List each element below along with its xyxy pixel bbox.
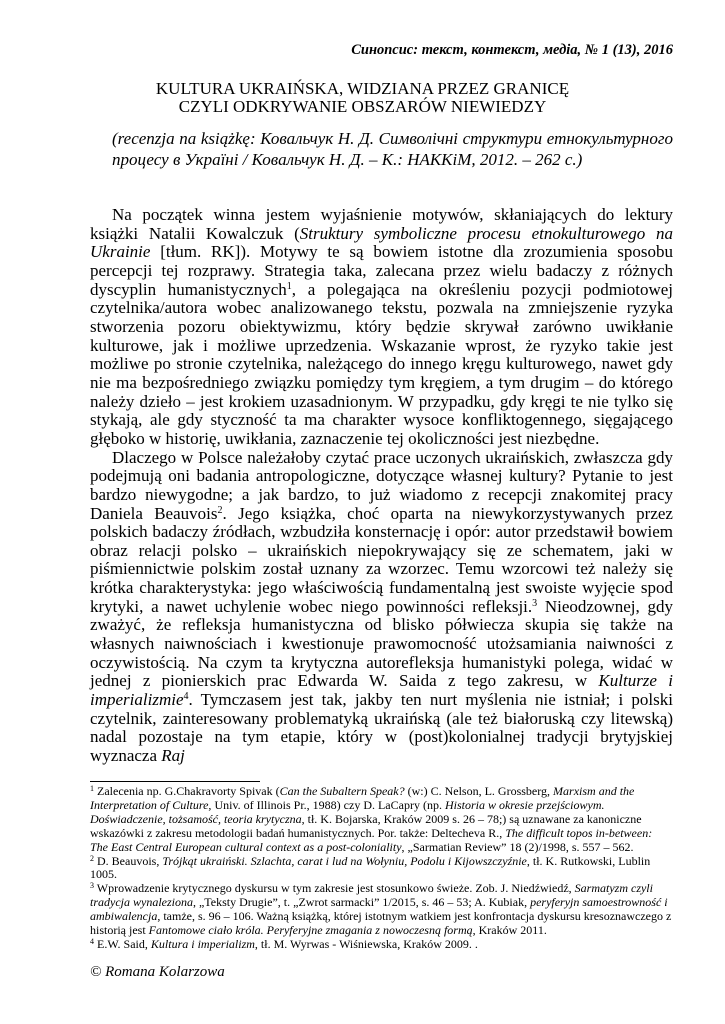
paragraph-text: Na początek winna jestem wyjaśnienie motywów, skłaniających do lektury książki Natalii Kowalczuk ( [90,205,673,243]
footnote-divider [90,781,260,782]
footnote-italic: Kultura i imperializm [150,936,255,951]
footnote-text: Wprowadzenie krytycznego dyskursu w tym zakresie jest stosunkowo świeże. Zob. J. Niedźwiedź, [94,881,575,896]
paragraph-text: . Tymczasem jest tak, jakby ten nurt myślenia nie istniał; i polski czytelnik, zainteresowany problematyką ukraińską (ale też białoruską czy litewską) nadal pozostaje na tym etapie, który w (post)kolonialnej tradycji brytyjskiej wyznacza [90,690,673,766]
paragraph-text: Dlaczego w Polsce należałoby czytać prace uczonych ukraińskich, zwłaszcza gdy podejmują oni badania antropologiczne, dotyczące własnej kultury? Pytanie to jest bardzo niewygodne; a jak bardzo, to już wiadomo z recepcji znakomitej pracy Daniela Beauvois [90,447,673,523]
footnotes [90,785,673,952]
title-line-1: KULTURA UKRAIŃSKA, WIDZIANA PRZEZ GRANICĘ [155,79,570,98]
paragraph-text: Nieodzownej, gdy zważyć, że refleksja humanistyczna od blisko półwiecza skupia się także na własnych naiwnościach i kwestionuje prawomocność utożsamiania naiwności z oczywistością. Na czym ta krytyczna autorefleksja humanistyki polega, widać w jednej z pionierskich prac Edwarda W. Saida z tego zakresu, w [90,596,674,691]
footnote-text: , „Sarmatian Review” 18 (2)/1998, s. 557 – 562. [401,839,634,854]
footnote-number: 4 [90,936,94,946]
paragraph-last-word: Raj [161,746,185,766]
footnote-text: , Kraków 2011. [472,923,547,938]
footnote-2 [90,855,673,883]
footnote-italic: Fantomowe ciało króla. Peryferyjne zmagania z nowoczesną formą [148,923,473,938]
footnote-ref-3[interactable]: 3 [532,597,538,609]
footnote-italic: Marxism and the Interpretation of Culture, [90,784,635,812]
footnote-number: 1 [90,784,94,793]
footnote-text: , tł. K. Rutkowski, Lublin 1005. [90,853,651,882]
footnote-text: Zalecenia np. G.Chakravorty Spivak ( [94,784,280,798]
footnote-text: , tamże, s. 96 – 106. Ważną książką, której istotnym watkiem jest konfrontacja dyskursu kresoznawczego z historią jest [90,909,672,938]
footnote-text: , tł. K. Bojarska, Kraków 2009 s. 26 – 78;) są uznawane za kanoniczne wskazówki z zakresu metodologii badań humanistycznych. Por. także: Deltecheva R., [90,811,642,840]
footnote-text: D. Beauvois, [94,853,163,868]
paragraph-2 [90,449,673,766]
footnote-ref-1[interactable]: 1 [286,280,292,292]
footnote-italic: Trójkąt ukraiński. Szlachta, carat i lud na Wołyniu, Podolu i Kijowszczyźnie [162,853,527,868]
copyright: © Romana Kolarzowa [90,964,225,980]
title-line-2: CZYLI ODKRYWANIE OBSZARÓW NIEWIEDZY [178,97,547,116]
footnote-italic: The difficult topos in-between: The East Central European cultural context as a post-coloniality [90,825,653,854]
article-body [90,206,673,766]
journal-header: Синопсис: текст, контекст, медіа, № 1 (13), 2016 [351,42,673,58]
footnote-italic: Historia w okresie przejściowym. Doświadczenie, tożsamość, teoria krytyczna [90,797,605,826]
footnote-text: E.W. Said, [94,936,151,951]
footnote-italic: Sarmatyzm czyli tradycja wynaleziona [90,881,653,910]
footnote-3 [90,882,673,938]
footnote-number: 2 [90,853,94,863]
paragraph-1 [90,206,673,449]
footnote-text: , „Teksty Drugie”, t. „Zwrot sarmacki” 1/2015, s. 46 – 53; A. Kubiak, [192,895,531,910]
paragraph-text: [tłum. RK]). Motywy te są bowiem istotne dla zrozumienia sposobu percepcji tej rozprawy. Strategia taka, zalecana przez wielu badaczy z różnych dyscyplin humanistycznych [90,242,673,299]
footnote-text: , tł. M. Wyrwas - Wiśniewska, Kraków 2009. . [254,936,478,951]
book-title-pl: Struktury symboliczne procesu etnokulturowego na Ukrainie [90,223,673,262]
article-title [52,80,673,116]
said-book-title: Kulturze i imperializmie [90,671,673,710]
footnote-ref-2[interactable]: 2 [217,504,223,516]
footnote-text: Univ. of Illinois Pr., 1988) czy D. LaCapry (np. [211,797,445,812]
footnote-italic: Can the Subaltern Speak? [279,784,405,798]
footnote-4 [90,938,673,952]
footnote-ref-4[interactable]: 4 [183,691,189,703]
footnote-number: 3 [90,881,94,891]
footnote-text: (w:) C. Nelson, L. Grossberg, [404,784,554,798]
footnote-1 [90,785,673,855]
paragraph-text: , a polegająca na określeniu pozycji podmiotowej czytelnika/autora wobec analizowanego tekstu, pozwala na zmniejszenie ryzyka stworzenia pozoru obiektywizmu, który będzie skrywał zarówno uwikłanie kulturowe, jak i możliwe uprzedzenia. Wskazanie wprost, że ryzyko takie jest możliwe po stronie czytelnika, należącego do innego kręgu kulturowego, nawet gdy nie ma bezpośredniego związku pomiędzy tym kręgiem, a tym drugim – do którego należy dzieło – jest krokiem uzasadnionym. W przypadku, gdy kręgi te nie tylko się stykają, ale gdy styczność ta ma charakter wysoce konfliktogennego, sięgającego głęboko w historię, uwikłania, zaznaczenie tej okoliczności jest niezbędne. [90,279,673,448]
paragraph-text: . Jego książka, choć oparta na niewykorzystywanych przez polskich badaczy źródłach, wzbudziła konsternację i opór: autor przedstawił bowiem obraz relacji polsko – ukraińskich niepokrywający się ze schematem, jaki w piśmiennictwie polskim został uznany za wzorzec. Temu wzorcowi też należy się krótka charakterystyka: jego właściwością fundamentalną jest swoiste wyjęcie spod krytyki, a nawet uchylenie wobec niego powinności refleksji. [90,503,673,616]
footnote-italic: peryferyjn samoestrowność i ambiwalencja [90,895,668,924]
review-reference: (recenzja na książkę: Ковальчук Н. Д. Символічні структури етнокультурного процесу в Україні / Ковальчук Н. Д. – К.: НАККіМ, 2012. – 262 с.) [112,129,673,170]
